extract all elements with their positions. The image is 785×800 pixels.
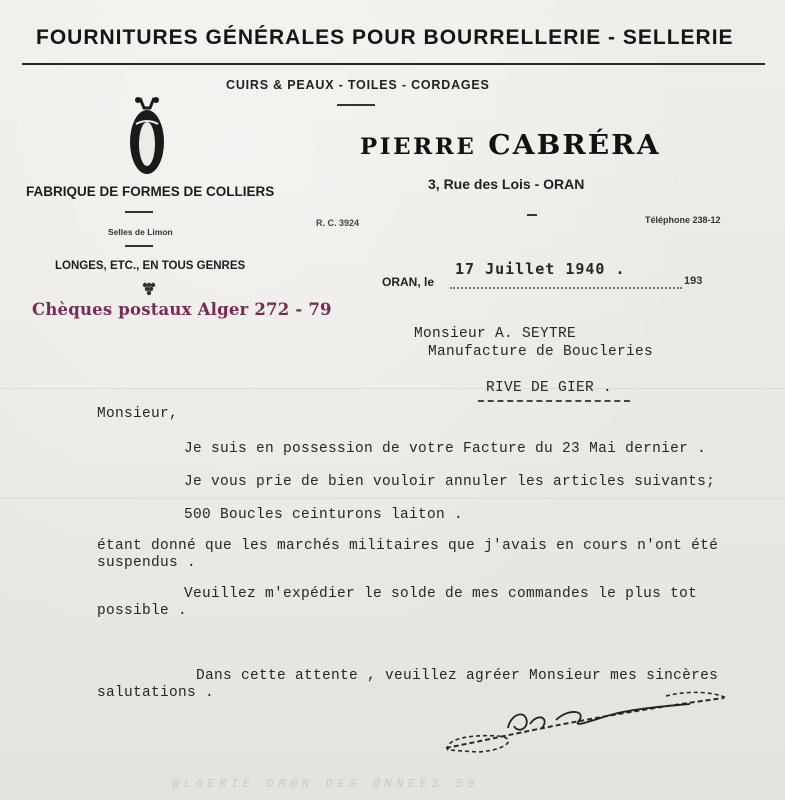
fabrique-line: FABRIQUE DE FORMES DE COLLIERS bbox=[26, 184, 275, 199]
dateline-year-suffix: 193 bbox=[684, 275, 703, 287]
recipient-company: Manufacture de Boucleries bbox=[428, 344, 654, 360]
horse-collar-logo bbox=[124, 94, 170, 178]
closing-line-b: salutations . bbox=[97, 685, 215, 701]
longes-line: LONGES, ETC., EN TOUS GENRES bbox=[55, 260, 246, 272]
closing-line-a: Dans cette attente , veuillez agréer Monsieur mes sincères bbox=[196, 668, 719, 684]
recipient-city: RIVE DE GIER . bbox=[486, 380, 613, 396]
fold-line bbox=[0, 388, 785, 389]
body-line-4a: étant donné que les marchés militaires que j'avais en cours n'ont été bbox=[97, 538, 719, 554]
company-last-name: CABRÉRA bbox=[488, 130, 661, 161]
handwritten-signature bbox=[438, 688, 733, 760]
salutation: Monsieur, bbox=[97, 406, 179, 422]
recipient-city-underline bbox=[478, 400, 630, 402]
footer-watermark: @LGERIE OR@N DES @NNEES 50 bbox=[172, 777, 479, 791]
body-line-2: Je vous prie de bien vouloir annuler les articles suivants; bbox=[184, 474, 716, 490]
company-address: 3, Rue des Lois - ORAN bbox=[428, 176, 585, 192]
dateline-label: ORAN, le bbox=[382, 275, 435, 289]
body-line-4b: suspendus . bbox=[97, 555, 197, 571]
short-rule bbox=[125, 245, 153, 247]
header-rule bbox=[22, 63, 765, 65]
short-rule bbox=[527, 214, 537, 216]
dateline-dotted-rule bbox=[450, 287, 682, 289]
body-line-5a: Veuillez m'expédier le solde de mes commandes le plus tot bbox=[184, 586, 698, 602]
letter-date: 17 Juillet 1940 . bbox=[455, 260, 626, 278]
cheques-postaux-stamp: Chèques postaux Alger 272 - 79 bbox=[32, 300, 332, 319]
letterhead-title: FOURNITURES GÉNÉRALES POUR BOURRELLERIE - SELLERIE bbox=[36, 26, 734, 49]
letterhead-subtitle: CUIRS & PEAUX - TOILES - CORDAGES bbox=[226, 78, 490, 92]
registre-commerce: R. C. 3924 bbox=[316, 218, 360, 228]
body-line-3: 500 Boucles ceinturons laiton . bbox=[184, 507, 464, 523]
fold-line bbox=[0, 498, 785, 499]
selles-line: Selles de Limon bbox=[108, 227, 173, 237]
short-rule bbox=[125, 211, 153, 213]
company-name bbox=[360, 130, 661, 161]
telephone: Téléphone 238-12 bbox=[645, 215, 721, 225]
body-line-5b: possible . bbox=[97, 603, 188, 619]
company-first-name: PIERRE bbox=[360, 134, 477, 160]
body-line-1: Je suis en possession de votre Facture du 23 Mai dernier . bbox=[184, 441, 707, 457]
grape-ornament-icon bbox=[141, 281, 157, 297]
recipient-name: Monsieur A. SEYTRE bbox=[414, 326, 577, 342]
short-rule bbox=[337, 104, 375, 106]
